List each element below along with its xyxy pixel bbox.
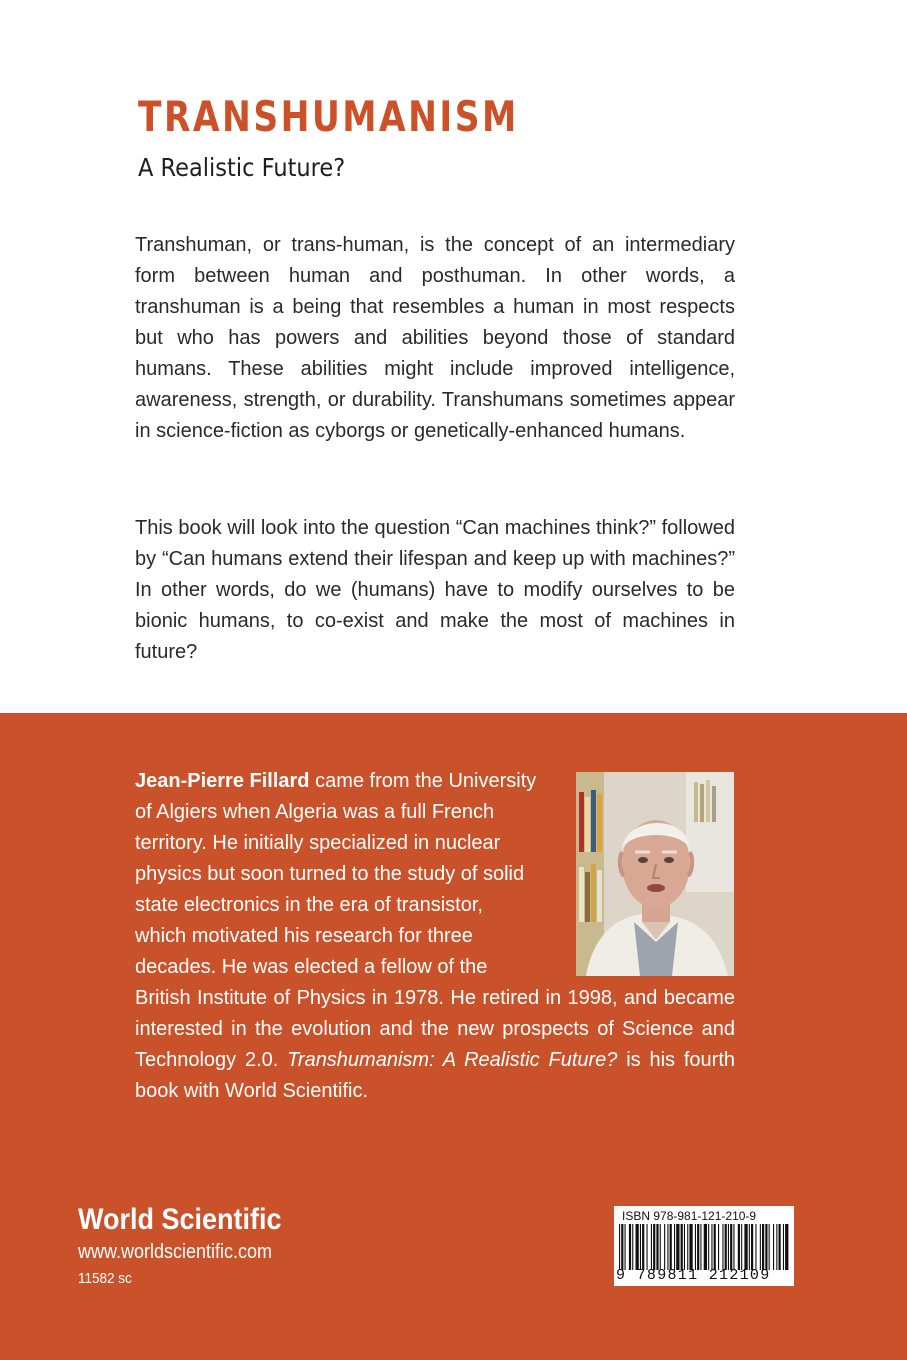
- barcode-digits: 9 789811 212109: [616, 1267, 771, 1284]
- barcode-bar: [738, 1224, 740, 1270]
- barcode-bar: [733, 1224, 734, 1270]
- barcode-bar: [687, 1224, 688, 1270]
- barcode-bar: [783, 1224, 784, 1270]
- bio-end: is his fourth book with World Scientific.: [135, 1049, 736, 1102]
- bio-rest: British Institute of Physics in 1978. He retired in 1998, and became interested in the evolution and the new prospects of Science and Technology 2.0.: [135, 987, 735, 1071]
- barcode-bar: [744, 1224, 747, 1270]
- barcode-bar: [765, 1224, 767, 1270]
- bio-line-2: of Algiers when Algeria was a full French: [135, 801, 495, 823]
- barcode-bar: [718, 1224, 719, 1270]
- barcode-bar: [653, 1224, 655, 1270]
- bio-line-7: decades. He was elected a fellow of the: [135, 956, 488, 978]
- barcode-bar: [689, 1224, 692, 1270]
- barcode-bar: [684, 1224, 685, 1270]
- barcode-bar: [670, 1224, 672, 1270]
- publisher-code: 11582 sc: [78, 1270, 132, 1287]
- barcode-bar: [647, 1224, 648, 1270]
- book-title: TRANSHUMANISM: [138, 92, 519, 141]
- barcode-bar: [676, 1224, 679, 1270]
- barcode-bar: [769, 1224, 770, 1270]
- barcode-bar: [695, 1224, 696, 1270]
- description-paragraph-2: This book will look into the question “Can machines think?” followed by “Can humans extend their lifespan and keep up with machines?” In other words, do we (humans) have to modify ourselves to be bionic humans, to co-exist and make the most of machines in future?: [135, 517, 735, 663]
- barcode-bar: [711, 1224, 712, 1270]
- barcode-bar: [776, 1224, 777, 1270]
- barcode-bar: [674, 1224, 675, 1270]
- barcode-bar: [728, 1224, 729, 1270]
- bio-line-5: state electronics in the era of transistor,: [135, 894, 483, 916]
- author-biography: [135, 766, 735, 1107]
- barcode-bar: [660, 1224, 661, 1270]
- description-paragraph-1: Transhuman, or trans-human, is the concept of an intermediary form between human and posthuman. In other words, a transhuman is a being that resembles a human in most respects but who has powers and abilities beyond those of standard humans. These abilities might include improved intelligence, awareness, strength, or durability. Transhumans sometimes appear in science-fiction as cyborgs or genetically-enhanced humans.: [135, 234, 735, 442]
- barcode-bar: [725, 1224, 727, 1270]
- barcode-bar: [760, 1224, 761, 1270]
- barcode-bar: [785, 1224, 788, 1270]
- author-name: Jean-Pierre Fillard: [135, 770, 310, 792]
- barcode-bar: [667, 1224, 668, 1270]
- barcode-bar: [681, 1224, 683, 1270]
- barcode-bar: [730, 1224, 732, 1270]
- isbn-label: ISBN 978-981-121-210-9: [622, 1209, 757, 1223]
- barcode-bar: [664, 1224, 665, 1270]
- barcode-bar: [773, 1224, 774, 1270]
- barcode-bar: [697, 1224, 699, 1270]
- barcode-bars-icon: [619, 1224, 789, 1270]
- barcode-bar: [640, 1224, 641, 1270]
- barcode-box: [614, 1206, 794, 1286]
- barcode-bar: [749, 1224, 750, 1270]
- barcode-bar: [704, 1224, 707, 1270]
- barcode-bar: [629, 1224, 631, 1270]
- book-subtitle: A Realistic Future?: [138, 153, 346, 182]
- barcode-bar: [751, 1224, 753, 1270]
- bio-line-3: territory. He initially specialized in nuclear: [135, 832, 501, 854]
- barcode-bar: [642, 1224, 644, 1270]
- barcode-bar: [621, 1224, 623, 1270]
- barcode-bar: [762, 1224, 764, 1270]
- bio-book-title: Transhumanism: A Realistic Future?: [287, 1049, 618, 1071]
- barcode-bar: [722, 1224, 723, 1270]
- barcode-bar: [632, 1224, 633, 1270]
- barcode-bar: [741, 1224, 742, 1270]
- barcode-bar: [625, 1224, 626, 1270]
- barcode-bar: [714, 1224, 716, 1270]
- barcode-bar: [636, 1224, 639, 1270]
- barcode-bar: [779, 1224, 781, 1270]
- publisher-name: World Scientific: [78, 1203, 282, 1236]
- bio-line-1: Jean-Pierre Fillard came from the University: [135, 770, 537, 792]
- barcode-bar: [619, 1224, 620, 1270]
- bio-line-6: which motivated his research for three: [135, 925, 473, 947]
- publisher-website[interactable]: www.worldscientific.com: [78, 1241, 273, 1263]
- bio-line-4: physics but soon turned to the study of solid: [135, 863, 525, 885]
- barcode-bar: [708, 1224, 709, 1270]
- barcode-bar: [755, 1224, 756, 1270]
- barcode-bar: [700, 1224, 701, 1270]
- barcode-bar: [656, 1224, 658, 1270]
- barcode-bar: [651, 1224, 652, 1270]
